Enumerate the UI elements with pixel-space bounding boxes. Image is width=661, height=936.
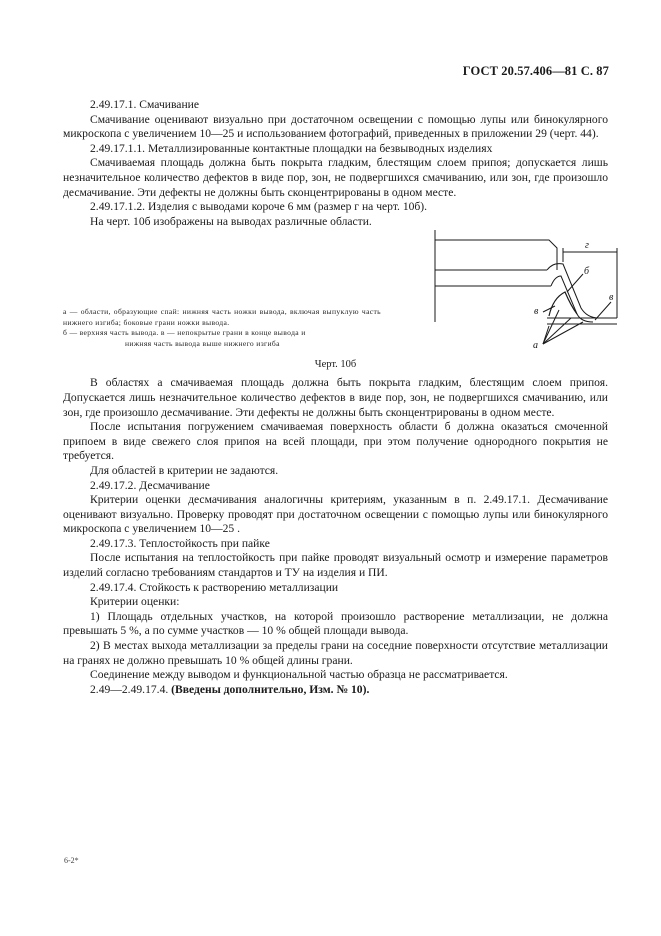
paragraph: После испытания на теплостойкость при пайке проводят визуальный осмотр и измерение параметров изделий согласно требованиям стандартов и ТУ на изделия и ПИ. <box>63 551 608 580</box>
document-body <box>63 98 614 697</box>
figure-10b <box>63 231 614 359</box>
page-header: ГОСТ 20.57.406—81 С. 87 <box>462 64 609 78</box>
paragraph: Для областей в критерии не задаются. <box>90 463 279 477</box>
paragraph: На черт. 10б изображены на выводах различные области. <box>90 214 372 228</box>
paragraph: 2.49.17.1.2. Изделия с выводами короче 6 мм (размер г на черт. 10б). <box>90 200 428 214</box>
lead-upper-edge <box>547 264 599 318</box>
paragraph: 2) В местах выхода металлизации за пределы грани на соседние поверхности отсутствие металлизации на гранях не должно превышать 10 % общей длины грани. <box>63 639 608 667</box>
leader-line <box>567 274 583 292</box>
paragraph: 2.49.17.2. Десмачивание <box>90 478 210 492</box>
amendment-bold: (Введены дополнительно, Изм. № 10). <box>171 682 370 696</box>
paragraph: После испытания погружением смачиваемая поверхность области б должна оказаться смоченной припоем в виде свежего слоя припоя на всей площади, при этом получение однородного покрытия не требуется. <box>63 420 608 463</box>
label-b: б <box>584 266 590 278</box>
package-body-outline <box>435 240 557 270</box>
amendment-note <box>63 683 608 698</box>
legend-line: а — области, образующие спай: нижняя часть ножки вывода, включая выпуклую часть нижнего изгиба; боковые грани ножки вывода. <box>63 307 381 327</box>
figure-legend <box>63 307 381 349</box>
paragraph: Критерии оценки десмачивания аналогичны критериям, указанным в п. 2.49.17.1. Десмачивание оценивают визуально. Проверку проводят при достаточном освещении с помощью лупы или бинокулярного микроскопа с увеличением 10—25 . <box>63 493 608 536</box>
paragraph: 2.49.17.3. Теплостойкость при пайке <box>90 536 270 550</box>
label-g: г <box>585 240 589 252</box>
legend-line: нижняя часть вывода выше нижнего изгиба <box>125 338 280 348</box>
paragraph: 2.49.17.1.1. Металлизированные контактные площадки на безвыводных изделиях <box>90 141 493 155</box>
lead-lower-edge <box>551 276 593 322</box>
paragraph: 2.49.17.1. Смачивание <box>90 98 200 111</box>
paragraph: В областях а смачиваемая площадь должна быть покрыта гладким, блестящим слоем припоя. Допускается лишь незначительное количество дефектов в виде пор, зон, не подвергшихся смачиванию, или зон, где произошло десмачивание. Эти дефекты не должны быть сконцентрированы в одном месте. <box>63 376 608 419</box>
leader-line <box>543 310 559 344</box>
paragraph: Критерии оценки: <box>90 595 180 609</box>
label-v-left: в <box>534 306 539 318</box>
paragraph: 2.49.17.4. Стойкость к растворению металлизации <box>90 580 339 594</box>
amendment-prefix: 2.49—2.49.17.4. <box>90 682 172 696</box>
lead-drawing <box>431 226 621 351</box>
label-v-right: в <box>609 292 614 304</box>
paragraph: Соединение между выводом и функциональной частью образца не рассматривается. <box>90 668 508 682</box>
leader-line <box>595 302 611 320</box>
leader-line <box>543 306 555 312</box>
paragraph: Смачивание оценивают визуально при достаточном освещении с помощью лупы или бинокулярного микроскопа с увеличением 10—25 и использованием фотографий, приведенных в приложении 29 (черт. 44). <box>63 112 608 141</box>
figure-caption: Черт. 10б <box>314 359 357 371</box>
page-footer-mark: 6-2* <box>64 856 79 865</box>
paragraph: Смачиваемая площадь должна быть покрыта гладким, блестящим слоем припоя; допускается лишь незначительное количество дефектов в виде пор, зон, не подвергшихся смачиванию, или зон, где произошло десмачивание. Эти дефекты не должны быть сконцентрированы в одном месте. <box>63 156 608 199</box>
legend-line: б — верхняя часть вывода. в — непокрытые грани в конце вывода и <box>63 328 306 338</box>
label-a: а <box>533 340 538 352</box>
paragraph: 1) Площадь отдельных участков, на которой произошло растворение металлизации, не должна превышать 5 %, а по сумме участков — 10 % общей площади вывода. <box>63 609 608 638</box>
